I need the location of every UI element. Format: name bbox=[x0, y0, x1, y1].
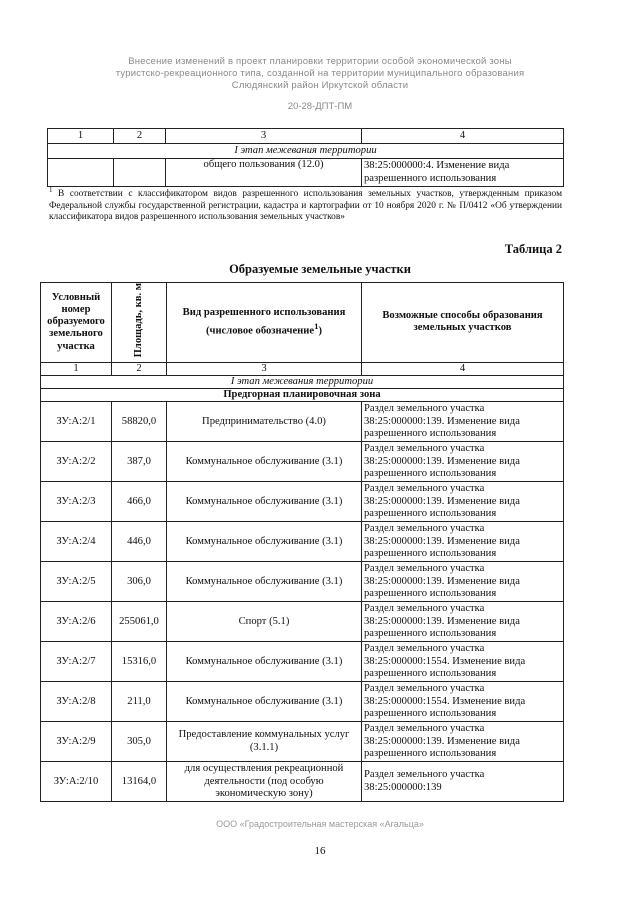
cell-area: 15316,0 bbox=[112, 642, 167, 682]
cell-formation-method: Раздел земельного участка 38:25:000000:139. Изменение вида разрешенного использования bbox=[362, 522, 564, 562]
cell-plot-number: ЗУ:А:2/2 bbox=[41, 442, 112, 482]
cell-plot-number: ЗУ:А:2/8 bbox=[41, 682, 112, 722]
column-number: 2 bbox=[114, 129, 166, 144]
table-row bbox=[41, 402, 564, 442]
cell-plot-number: ЗУ:А:2/6 bbox=[41, 602, 112, 642]
cell-use: общего пользования (12.0) bbox=[166, 159, 362, 187]
cell-permitted-use: Спорт (5.1) bbox=[167, 602, 362, 642]
cell-permitted-use: Коммунальное обслуживание (3.1) bbox=[167, 442, 362, 482]
table-row bbox=[48, 159, 564, 187]
header-area-label: Площадь, кв. м bbox=[132, 283, 144, 358]
section-title: I этап межевания территории bbox=[48, 144, 564, 159]
table-row bbox=[41, 762, 564, 802]
cell-formation-method: Раздел земельного участка 38:25:000000:139. Изменение вида разрешенного использования bbox=[362, 482, 564, 522]
section-row bbox=[41, 375, 564, 388]
cell-plot-number: ЗУ:А:2/3 bbox=[41, 482, 112, 522]
cell-permitted-use: Коммунальное обслуживание (3.1) bbox=[167, 642, 362, 682]
cell-area: 306,0 bbox=[112, 562, 167, 602]
header-use-text: Вид разрешенного использования (числовое обозначение bbox=[182, 307, 346, 337]
table-row bbox=[41, 722, 564, 762]
cell-permitted-use: Предпринимательство (4.0) bbox=[167, 402, 362, 442]
table-row bbox=[41, 602, 564, 642]
column-number: 1 bbox=[48, 129, 114, 144]
header-line-3: Слюдянский район Иркутской области bbox=[231, 80, 409, 91]
zone-row bbox=[41, 388, 564, 401]
header-line-2: туристско-рекреационного типа, созданной на территории муниципального образования bbox=[115, 68, 525, 79]
cell-permitted-use: Коммунальное обслуживание (3.1) bbox=[167, 682, 362, 722]
table-row bbox=[41, 442, 564, 482]
cell-empty bbox=[114, 159, 166, 187]
table-row bbox=[41, 482, 564, 522]
column-number: 2 bbox=[112, 362, 167, 375]
header-area bbox=[112, 283, 167, 363]
cell-formation-method: Раздел земельного участка 38:25:000000:139. Изменение вида разрешенного использования bbox=[362, 722, 564, 762]
table-row bbox=[41, 562, 564, 602]
cell-formation-method: Раздел земельного участка 38:25:000000:139. Изменение вида разрешенного использования bbox=[362, 562, 564, 602]
cell-permitted-use: Коммунальное обслуживание (3.1) bbox=[167, 562, 362, 602]
cell-formation-method: Раздел земельного участка 38:25:000000:139 bbox=[362, 762, 564, 802]
footnote-text: В соответствии с классификатором видов разрешенного использования земельных участков, утвержденным приказом Федеральной службы государственной регистрации, кадастра и картографии от 10 ноября 2020 г. № П/0412 «Об утверждении классификатора видов разрешенного использования земельных участков» bbox=[49, 189, 562, 223]
table-title: Образуемые земельные участки bbox=[229, 262, 411, 276]
section-row bbox=[48, 144, 564, 159]
cell-area: 58820,0 bbox=[112, 402, 167, 442]
table-2-land-plots bbox=[40, 282, 564, 802]
cell-permitted-use: Предоставление коммунальных услуг (3.1.1) bbox=[167, 722, 362, 762]
footnote-ref: 1 bbox=[314, 320, 319, 331]
cell-area: 255061,0 bbox=[112, 602, 167, 642]
cell-area: 211,0 bbox=[112, 682, 167, 722]
cell-plot-number: ЗУ:А:2/4 bbox=[41, 522, 112, 562]
cell-area: 305,0 bbox=[112, 722, 167, 762]
cell-area: 13164,0 bbox=[112, 762, 167, 802]
column-number-row bbox=[41, 362, 564, 375]
cell-permitted-use: для осуществления рекреационной деятельности (под особую экономическую зону) bbox=[167, 762, 362, 802]
table-row bbox=[41, 682, 564, 722]
page-number: 16 bbox=[314, 845, 326, 857]
cell-empty bbox=[48, 159, 114, 187]
cell-permitted-use: Коммунальное обслуживание (3.1) bbox=[167, 482, 362, 522]
column-number: 4 bbox=[362, 129, 564, 144]
column-number: 3 bbox=[167, 362, 362, 375]
column-number: 4 bbox=[362, 362, 564, 375]
cell-area: 466,0 bbox=[112, 482, 167, 522]
table-row bbox=[41, 522, 564, 562]
cell-formation-method: Раздел земельного участка 38:25:000000:139. Изменение вида разрешенного использования bbox=[362, 402, 564, 442]
column-number: 1 bbox=[41, 362, 112, 375]
document-code: 20-28-ДПТ-ПМ bbox=[287, 101, 353, 112]
cell-formation-method: Раздел земельного участка 38:25:000000:1554. Изменение вида разрешенного использования bbox=[362, 642, 564, 682]
cell-method: 38:25:000000:4. Изменение вида разрешенного использования bbox=[362, 159, 564, 187]
column-number: 3 bbox=[166, 129, 362, 144]
cell-plot-number: ЗУ:А:2/9 bbox=[41, 722, 112, 762]
table-1-continuation bbox=[47, 128, 564, 187]
cell-plot-number: ЗУ:А:2/7 bbox=[41, 642, 112, 682]
header-use-end: ) bbox=[318, 325, 323, 337]
cell-formation-method: Раздел земельного участка 38:25:000000:1554. Изменение вида разрешенного использования bbox=[362, 682, 564, 722]
table-header-row bbox=[41, 283, 564, 363]
cell-area: 387,0 bbox=[112, 442, 167, 482]
zone-title: Предгорная планировочная зона bbox=[41, 388, 564, 401]
section-title: I этап межевания территории bbox=[41, 375, 564, 388]
table-label: Таблица 2 bbox=[504, 242, 562, 256]
footer-organization: ООО «Градостроительная мастерская «Агальца» bbox=[216, 819, 424, 829]
cell-formation-method: Раздел земельного участка 38:25:000000:139. Изменение вида разрешенного использования bbox=[362, 442, 564, 482]
header-formation-methods: Возможные способы образования земельных участков bbox=[362, 283, 564, 363]
table-header-row bbox=[48, 129, 564, 144]
header-plot-number: Условный номер образуемого земельного участка bbox=[41, 283, 112, 363]
header-permitted-use bbox=[167, 283, 362, 363]
footnote-mark: 1 bbox=[49, 185, 53, 194]
header-line-1: Внесение изменений в проект планировки территории особой экономической зоны bbox=[128, 56, 512, 67]
cell-formation-method: Раздел земельного участка 38:25:000000:139. Изменение вида разрешенного использования bbox=[362, 602, 564, 642]
table-row bbox=[41, 642, 564, 682]
cell-plot-number: ЗУ:А:2/1 bbox=[41, 402, 112, 442]
cell-permitted-use: Коммунальное обслуживание (3.1) bbox=[167, 522, 362, 562]
footnote bbox=[49, 185, 562, 224]
cell-area: 446,0 bbox=[112, 522, 167, 562]
cell-plot-number: ЗУ:А:2/5 bbox=[41, 562, 112, 602]
table-body bbox=[41, 402, 564, 802]
cell-plot-number: ЗУ:А:2/10 bbox=[41, 762, 112, 802]
